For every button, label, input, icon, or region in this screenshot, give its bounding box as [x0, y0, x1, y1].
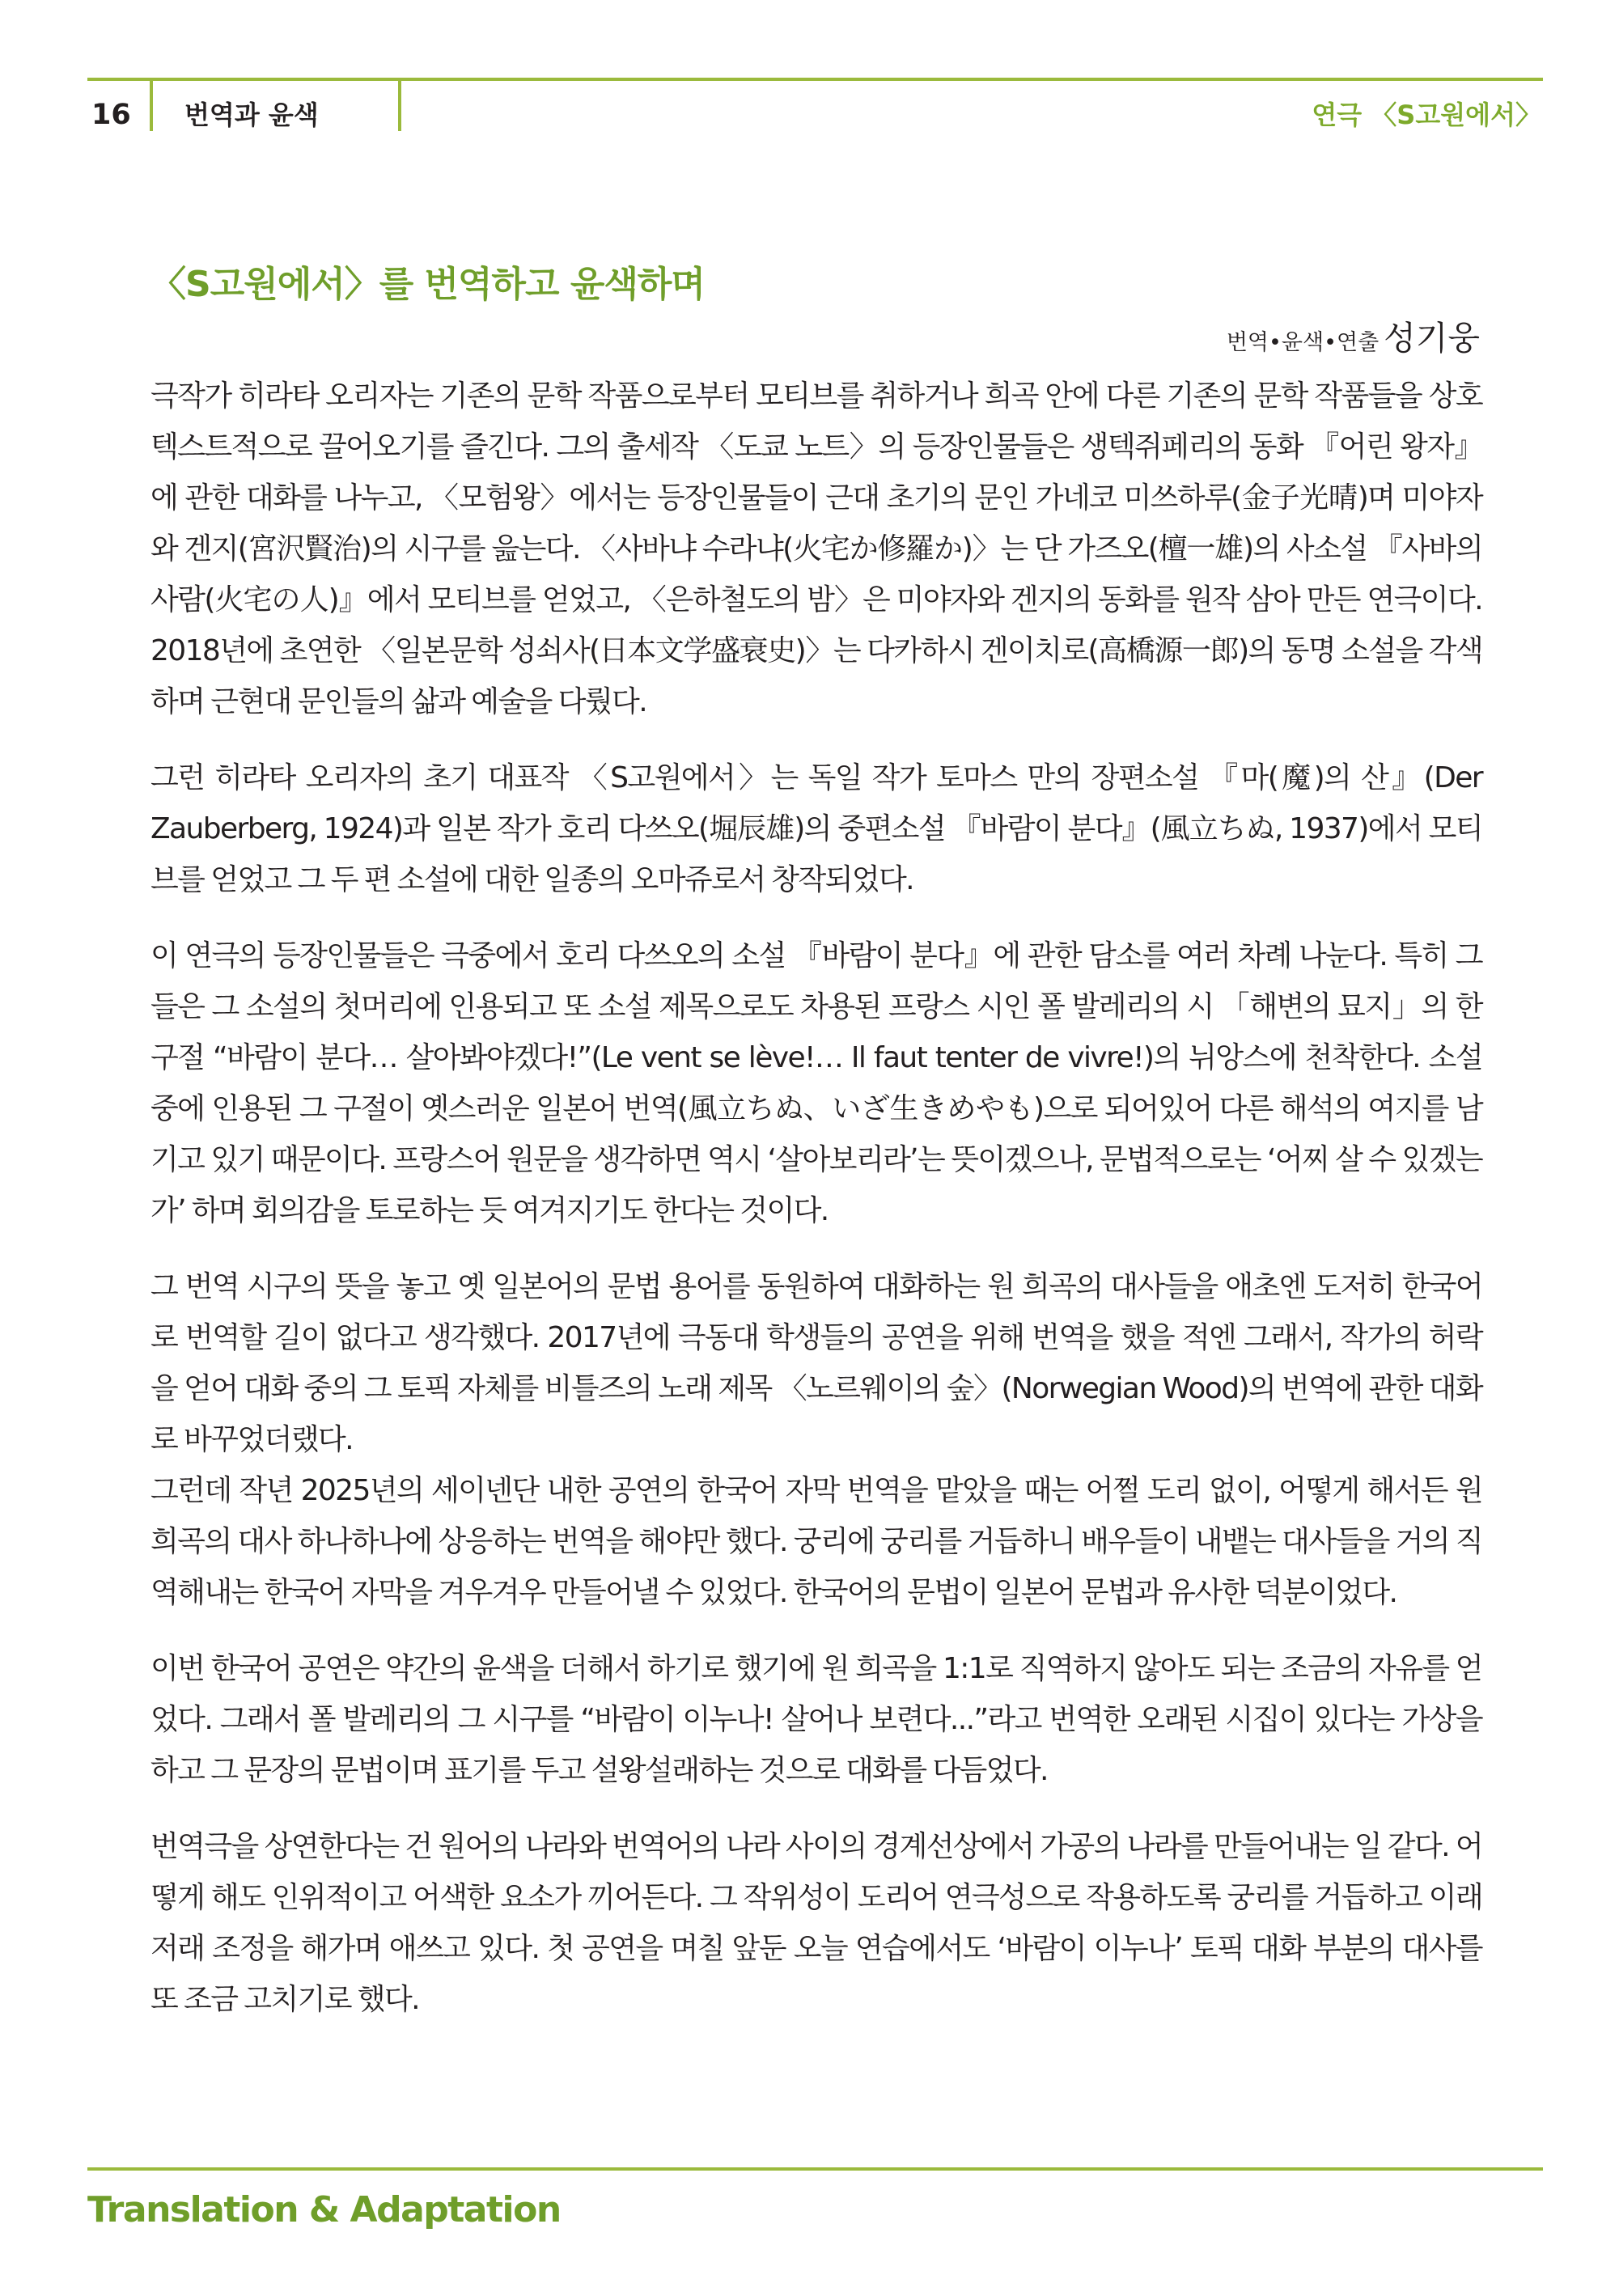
- byline-name: 성기웅: [1384, 319, 1480, 358]
- page-number: 16: [91, 99, 131, 131]
- header-divider: [150, 81, 153, 131]
- header-divider: [398, 81, 401, 131]
- byline: [1227, 314, 1480, 367]
- byline-role: 번역•윤색•연출: [1226, 330, 1380, 355]
- paragraph: 그런 히라타 오리자의 초기 대표작 〈S고원에서〉는 독일 작가 토마스 만의 장편소설 『마(魔)의 산』(Der Zauberberg, 1924)과 일본 작가 호리 다쓰오(堀辰雄)의 중편소설 『바람이 분다』(風立ちぬ, 1937)에서 모티브를 얻었고 그 두 편 소설에 대한 일종의 오마쥬로서 창작되었다.: [150, 761, 1482, 896]
- paragraph: 이번 한국어 공연은 약간의 윤색을 더해서 하기로 했기에 원 희곡을 1:1로 직역하지 않아도 되는 조금의 자유를 얻었다. 그래서 폴 발레리의 그 시구를 “바람이 이누나! 살어나 보련다...”라고 번역한 오래된 시집이 있다는 가상을 하고 그 문장의 문법이며 표기를 두고 설왕설래하는 것으로 대화를 다듬었다.: [150, 1652, 1482, 1787]
- paragraph: 그 번역 시구의 뜻을 놓고 옛 일본어의 문법 용어를 동원하여 대화하는 원 희곡의 대사들을 애초엔 도저히 한국어로 번역할 길이 없다고 생각했다. 2017년에 극동대 학생들의 공연을 위해 번역을 했을 적엔 그래서, 작가의 허락을 얻어 대화 중의 그 토픽 자체를 비틀즈의 노래 제목 〈노르웨이의 숲〉(Norwegian Wood)의 번역에 관한 대화로 바꾸었더랬다.: [150, 1270, 1482, 1456]
- section-title: 번역과 윤색: [184, 100, 319, 130]
- article-body: [150, 371, 1482, 2050]
- paragraph: 번역극을 상연한다는 건 원어의 나라와 번역어의 나라 사이의 경계선상에서 가공의 나라를 만들어내는 일 같다. 어떻게 해도 인위적이고 어색한 요소가 끼어든다. 그 작위성이 도리어 연극성으로 작용하도록 궁리를 거듭하고 이래저래 조정을 해가며 애쓰고 있다. 첫 공연을 며칠 앞둔 오늘 연습에서도 ‘바람이 이누나’ 토픽 대화 부분의 대사를 또 조금 고치기로 했다.: [150, 1830, 1482, 2016]
- paragraph: 극작가 히라타 오리자는 기존의 문학 작품으로부터 모티브를 취하거나 희곡 안에 다른 기존의 문학 작품들을 상호텍스트적으로 끌어오기를 즐긴다. 그의 출세작 〈도쿄 노트〉의 등장인물들은 생텍쥐페리의 동화 『어린 왕자』에 관한 대화를 나누고, 〈모험왕〉에서는 등장인물들이 근대 초기의 문인 가네코 미쓰하루(金子光晴)며 미야자와 겐지(宮沢賢治)의 시구를 읊는다. 〈사바냐 수라냐(火宅か修羅か)〉는 단 가즈오(檀一雄)의 사소설 『사바의 사람(火宅の人)』에서 모티브를 얻었고, 〈은하철도의 밤〉은 미야자와 겐지의 동화를 원작 삼아 만든 연극이다. 2018년에 초연한 〈일본문학 성쇠사(日本文学盛衰史)〉는 다카하시 겐이치로(高橋源一郎)의 동명 소설을 각색하며 근현대 문인들의 삶과 예술을 다뤘다.: [150, 379, 1482, 718]
- paragraph: 그런데 작년 2025년의 세이넨단 내한 공연의 한국어 자막 번역을 맡았을 때는 어쩔 도리 없이, 어떻게 해서든 원 희곡의 대사 하나하나에 상응하는 번역을 해야만 했다. 궁리에 궁리를 거듭하니 배우들이 내뱉는 대사들을 거의 직역해내는 한국어 자막을 겨우겨우 만들어낼 수 있었다. 한국어의 문법이 일본어 문법과 유사한 덕분이었다.: [150, 1474, 1482, 1609]
- footer-title: Translation & Adaptation: [87, 2189, 561, 2230]
- header-rule: [87, 78, 1543, 81]
- article-title: 〈S고원에서〉를 번역하고 윤색하며: [150, 264, 705, 305]
- footer-rule: [87, 2167, 1543, 2171]
- paragraph: 이 연극의 등장인물들은 극중에서 호리 다쓰오의 소설 『바람이 분다』에 관한 담소를 여러 차례 나눈다. 특히 그들은 그 소설의 첫머리에 인용되고 또 소설 제목으로도 차용된 프랑스 시인 폴 발레리의 시 「해변의 묘지」의 한 구절 “바람이 분다… 살아봐야겠다!”(Le vent se lève!… Il faut tenter de vivre!)의 뉘앙스에 천착한다. 소설 중에 인용된 그 구절이 옛스러운 일본어 번역(風立ちぬ、いざ生きめやも)으로 되어있어 다른 해석의 여지를 남기고 있기 때문이다. 프랑스어 원문을 생각하면 역시 ‘살아보리라’는 뜻이겠으나, 문법적으로는 ‘어찌 살 수 있겠는가’ 하며 회의감을 토로하는 듯 여겨지기도 한다는 것이다.: [150, 939, 1482, 1227]
- running-title: 연극 〈S고원에서〉: [1312, 100, 1541, 130]
